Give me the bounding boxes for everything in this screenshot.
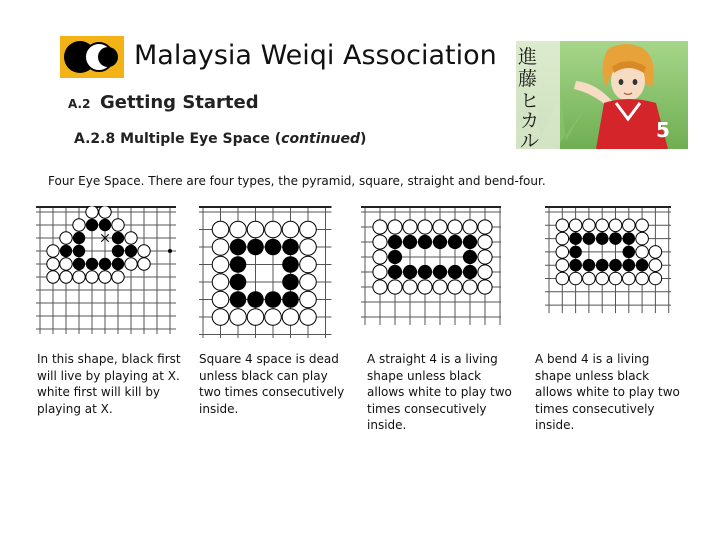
white-stone	[86, 271, 98, 283]
white-stone	[99, 206, 111, 218]
section-heading	[68, 92, 259, 113]
white-stone	[649, 246, 662, 259]
white-stone	[60, 271, 72, 283]
black-stone	[112, 258, 124, 270]
go-stones-logo-icon	[60, 36, 124, 78]
black-stone	[388, 235, 402, 249]
white-stone	[636, 246, 649, 259]
black-stone	[448, 265, 462, 279]
white-stone	[463, 280, 477, 294]
black-stone	[247, 291, 264, 308]
white-stone	[300, 309, 317, 326]
subsection-heading	[74, 131, 366, 147]
white-stone	[86, 206, 98, 218]
jersey-number: 5	[656, 118, 670, 142]
black-stone	[433, 265, 447, 279]
white-stone	[112, 271, 124, 283]
intro-text: Four Eye Space. There are four types, the pyramid, square, straight and bend-four.	[48, 174, 546, 188]
white-stone	[478, 280, 492, 294]
white-stone	[596, 272, 609, 285]
black-stone	[596, 232, 609, 245]
black-stone	[623, 246, 636, 259]
black-stone	[463, 250, 477, 264]
black-stone	[125, 245, 137, 257]
black-stone	[596, 259, 609, 272]
white-stone	[556, 246, 569, 259]
black-stone	[282, 274, 299, 291]
white-stone	[583, 219, 596, 232]
white-stone	[403, 220, 417, 234]
black-stone	[73, 232, 85, 244]
black-stone	[569, 246, 582, 259]
caption-straight: A straight 4 is a living shape unless black allows white to play two times consecutively inside.	[367, 352, 512, 432]
manga-illustration	[516, 41, 688, 149]
white-stone	[47, 245, 59, 257]
caption-square: Square 4 space is dead unless black can play two times consecutively inside.	[199, 352, 345, 416]
white-stone	[448, 280, 462, 294]
black-stone	[73, 258, 85, 270]
white-stone	[112, 219, 124, 231]
black-stone	[403, 235, 417, 249]
white-stone	[636, 232, 649, 245]
black-stone	[282, 256, 299, 273]
white-stone	[212, 256, 229, 273]
white-stone	[373, 250, 387, 264]
black-stone	[112, 245, 124, 257]
white-stone	[373, 220, 387, 234]
white-stone	[418, 220, 432, 234]
white-stone	[649, 259, 662, 272]
black-stone	[418, 265, 432, 279]
white-stone	[649, 272, 662, 285]
white-stone	[73, 219, 85, 231]
white-stone	[212, 309, 229, 326]
black-stone	[388, 265, 402, 279]
white-stone	[300, 274, 317, 291]
title-char-1: 進	[518, 46, 538, 68]
black-stone	[609, 259, 622, 272]
black-stone	[60, 245, 72, 257]
black-stone	[418, 235, 432, 249]
black-stone	[388, 250, 402, 264]
black-stone	[636, 259, 649, 272]
white-stone	[448, 220, 462, 234]
black-stone	[463, 235, 477, 249]
white-stone	[583, 272, 596, 285]
board-straight	[361, 206, 501, 334]
white-stone	[623, 272, 636, 285]
black-stone	[282, 291, 299, 308]
white-stone	[247, 221, 264, 238]
title-char-3: ヒ	[520, 90, 540, 112]
title-char-2: 藤	[518, 68, 538, 90]
black-stone	[403, 265, 417, 279]
title-char-4: カ	[520, 110, 540, 132]
caption-pyramid: In this shape, black first will live by playing at X. white first will kill by playing at X.	[37, 352, 181, 416]
black-stone	[265, 291, 282, 308]
black-stone	[230, 239, 247, 256]
white-stone	[556, 232, 569, 245]
section-name: Getting Started	[100, 92, 259, 113]
board-square	[199, 206, 335, 338]
black-stone	[583, 259, 596, 272]
board-pyramid	[36, 206, 176, 334]
black-stone	[230, 256, 247, 273]
white-stone	[388, 220, 402, 234]
black-stone	[282, 239, 299, 256]
black-stone	[230, 291, 247, 308]
black-stone	[230, 274, 247, 291]
title-char-5: ル	[520, 130, 540, 149]
white-stone	[212, 291, 229, 308]
white-stone	[300, 239, 317, 256]
white-stone	[47, 258, 59, 270]
white-stone	[433, 280, 447, 294]
white-stone	[99, 271, 111, 283]
white-stone	[47, 271, 59, 283]
white-stone	[556, 259, 569, 272]
white-stone	[73, 271, 85, 283]
white-stone	[609, 272, 622, 285]
white-stone	[212, 221, 229, 238]
white-stone	[388, 280, 402, 294]
white-stone	[265, 309, 282, 326]
black-stone	[73, 245, 85, 257]
white-stone	[636, 272, 649, 285]
white-stone	[230, 221, 247, 238]
black-stone	[463, 265, 477, 279]
white-stone	[265, 221, 282, 238]
white-stone	[636, 219, 649, 232]
caption-bend-four: A bend 4 is a living shape unless black allows white to play two times consecutively inside.	[535, 352, 680, 432]
black-stone	[99, 219, 111, 231]
white-stone	[282, 309, 299, 326]
black-stone	[86, 219, 98, 231]
white-stone	[609, 219, 622, 232]
white-stone	[60, 232, 72, 244]
white-stone	[569, 272, 582, 285]
white-stone	[125, 232, 137, 244]
black-stone	[99, 258, 111, 270]
white-stone	[230, 309, 247, 326]
black-stone	[433, 235, 447, 249]
white-stone	[596, 219, 609, 232]
white-stone	[373, 235, 387, 249]
white-stone	[125, 258, 137, 270]
white-stone	[478, 265, 492, 279]
white-stone	[138, 245, 150, 257]
white-stone	[433, 220, 447, 234]
white-stone	[212, 274, 229, 291]
black-stone	[623, 259, 636, 272]
white-stone	[373, 280, 387, 294]
white-stone	[418, 280, 432, 294]
board-bend-four	[545, 206, 671, 324]
white-stone	[556, 219, 569, 232]
white-stone	[623, 219, 636, 232]
white-stone	[373, 265, 387, 279]
subsection-italic: continued	[281, 131, 360, 147]
black-stone	[86, 258, 98, 270]
black-stone	[448, 235, 462, 249]
white-stone	[247, 309, 264, 326]
org-title: Malaysia Weiqi Association	[134, 40, 497, 71]
black-stone	[609, 232, 622, 245]
black-stone	[569, 259, 582, 272]
white-stone	[569, 219, 582, 232]
black-stone	[247, 239, 264, 256]
subsection-text: A.2.8 Multiple Eye Space (	[74, 131, 282, 147]
section-number: A.2	[68, 97, 91, 111]
white-stone	[282, 221, 299, 238]
white-stone	[300, 291, 317, 308]
white-stone	[138, 258, 150, 270]
white-stone	[403, 280, 417, 294]
white-stone	[463, 220, 477, 234]
white-stone	[478, 250, 492, 264]
subsection-end: )	[359, 131, 367, 147]
white-stone	[212, 239, 229, 256]
white-stone	[556, 272, 569, 285]
black-stone	[265, 239, 282, 256]
white-stone	[478, 235, 492, 249]
hoshi-point	[168, 249, 172, 253]
white-stone	[300, 221, 317, 238]
white-stone	[60, 258, 72, 270]
white-stone	[300, 256, 317, 273]
black-stone	[569, 232, 582, 245]
black-stone	[583, 232, 596, 245]
black-stone	[623, 232, 636, 245]
black-stone	[112, 232, 124, 244]
white-stone	[478, 220, 492, 234]
